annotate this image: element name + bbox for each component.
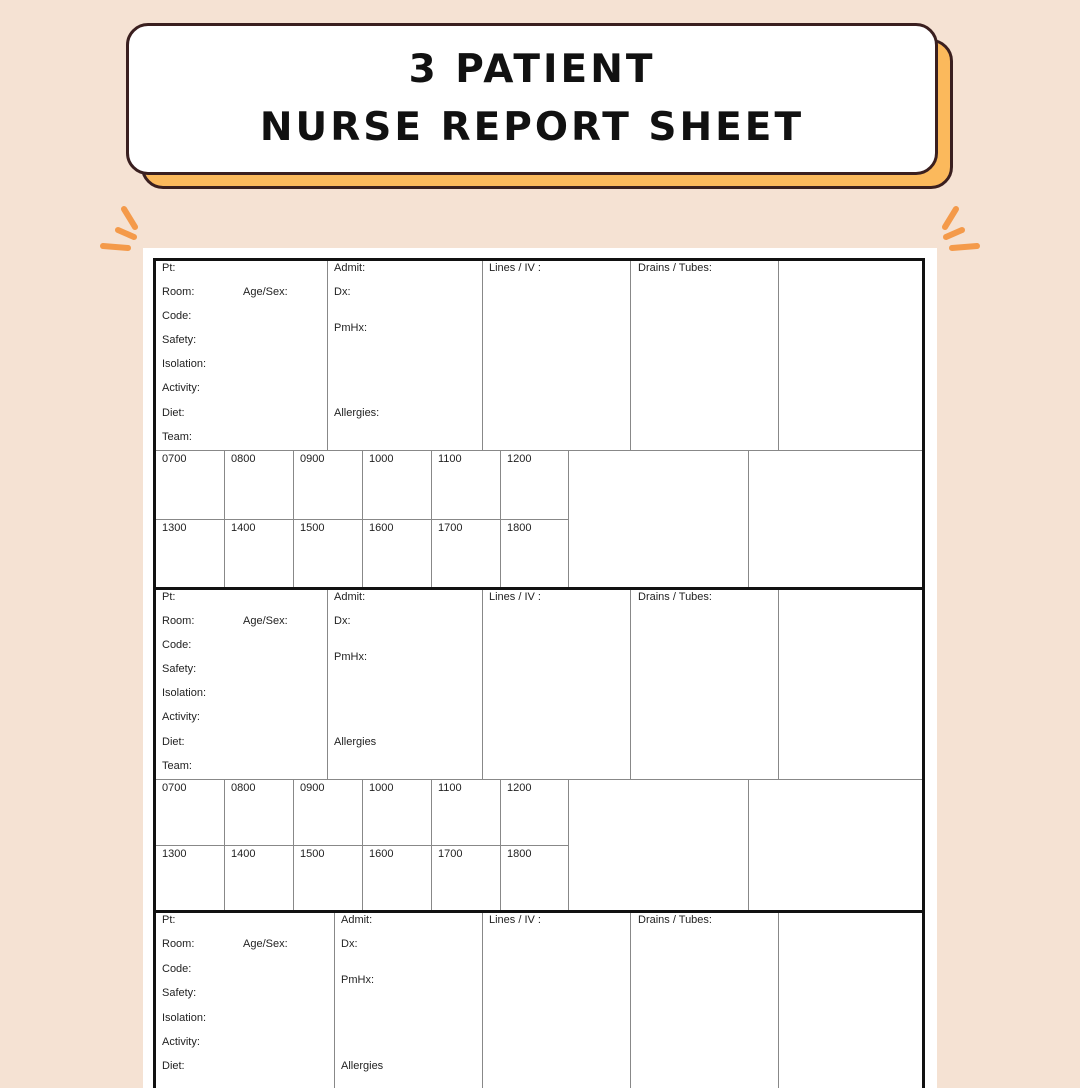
time-grid — [156, 780, 569, 910]
time-row-afternoon — [156, 520, 569, 588]
time-cell: 1600 — [363, 846, 432, 911]
patient-info-row — [156, 590, 922, 780]
hourly-times-row — [156, 780, 922, 910]
time-cell: 1700 — [432, 846, 501, 911]
title-banner — [126, 23, 938, 175]
time-cell: 1100 — [432, 451, 501, 519]
notes-box — [569, 451, 749, 587]
age-sex-label: Age/Sex: — [243, 286, 288, 298]
time-cell: 1500 — [294, 846, 363, 911]
time-cell: 1200 — [501, 451, 569, 519]
code-label: Code: — [162, 963, 192, 975]
time-cell: 0900 — [294, 451, 363, 519]
isolation-label: Isolation: — [162, 1012, 207, 1024]
notes-box — [569, 780, 749, 910]
safety-label: Safety: — [162, 334, 197, 346]
time-cell: 1200 — [501, 780, 569, 845]
time-cell: 0900 — [294, 780, 363, 845]
drains-tubes-label: Drains / Tubes: — [638, 914, 712, 926]
notes-column — [779, 913, 922, 1088]
isolation-label: Isolation: — [162, 358, 207, 370]
code-label: Code: — [162, 310, 192, 322]
pt-label: Pt: — [162, 591, 176, 603]
patient-block-3 — [156, 910, 922, 1088]
demographics-column — [156, 590, 328, 779]
admit-label: Admit: — [334, 591, 366, 603]
lines-iv-label: Lines / IV : — [489, 591, 541, 603]
sparkle-icon — [98, 203, 148, 253]
pt-label: Pt: — [162, 262, 176, 274]
title-line-2: NURSE REPORT SHEET — [259, 105, 805, 150]
admit-label: Admit: — [341, 914, 373, 926]
room-label: Room: — [162, 938, 195, 950]
allergies-label: Allergies — [341, 1060, 384, 1072]
code-label: Code: — [162, 639, 192, 651]
report-grid — [153, 258, 925, 1088]
age-sex-label: Age/Sex: — [243, 938, 288, 950]
allergies-label: Allergies — [334, 736, 377, 748]
team-label: Team: — [162, 760, 192, 772]
time-row-morning — [156, 451, 569, 520]
notes-column — [779, 261, 922, 450]
age-sex-label: Age/Sex: — [243, 615, 288, 627]
time-cell: 0700 — [156, 451, 225, 519]
time-grid — [156, 451, 569, 587]
activity-label: Activity: — [162, 382, 200, 394]
lines-iv-column — [483, 261, 631, 450]
safety-label: Safety: — [162, 663, 197, 675]
pmhx-label: PmHx: — [341, 974, 374, 986]
dx-label: Dx: — [341, 938, 358, 950]
notes-box — [749, 780, 922, 910]
room-label: Room: — [162, 615, 195, 627]
time-cell: 1500 — [294, 520, 363, 588]
patient-block-2 — [156, 587, 922, 910]
lines-iv-label: Lines / IV : — [489, 914, 541, 926]
time-cell: 1800 — [501, 520, 569, 588]
admit-column — [328, 261, 483, 450]
time-cell: 1600 — [363, 520, 432, 588]
title-line-1: 3 PATIENT — [408, 47, 656, 92]
time-cell: 0800 — [225, 780, 294, 845]
activity-label: Activity: — [162, 1036, 200, 1048]
diet-label: Diet: — [162, 407, 185, 419]
drains-tubes-column — [631, 590, 779, 779]
drains-tubes-column — [631, 913, 779, 1088]
demographics-column — [156, 261, 328, 450]
isolation-label: Isolation: — [162, 687, 207, 699]
demographics-column — [156, 913, 335, 1088]
admit-column — [328, 590, 483, 779]
notes-column — [779, 590, 922, 779]
allergies-label: Allergies: — [334, 407, 380, 419]
time-row-morning — [156, 780, 569, 846]
hourly-times-row — [156, 451, 922, 587]
time-cell: 1400 — [225, 520, 294, 588]
time-cell: 1700 — [432, 520, 501, 588]
dx-label: Dx: — [334, 286, 351, 298]
diet-label: Diet: — [162, 736, 185, 748]
activity-label: Activity: — [162, 711, 200, 723]
time-cell: 1400 — [225, 846, 294, 911]
pmhx-label: PmHx: — [334, 651, 367, 663]
time-cell: 1300 — [156, 846, 225, 911]
time-cell: 1100 — [432, 780, 501, 845]
time-cell: 1000 — [363, 780, 432, 845]
pt-label: Pt: — [162, 914, 176, 926]
diet-label: Diet: — [162, 1060, 185, 1072]
patient-block-1 — [156, 258, 922, 587]
time-cell: 1300 — [156, 520, 225, 588]
lines-iv-label: Lines / IV : — [489, 262, 541, 274]
admit-label: Admit: — [334, 262, 366, 274]
time-row-afternoon — [156, 846, 569, 911]
team-label: Team: — [162, 431, 192, 443]
drains-tubes-label: Drains / Tubes: — [638, 262, 712, 274]
room-label: Room: — [162, 286, 195, 298]
patient-info-row — [156, 261, 922, 451]
drains-tubes-column — [631, 261, 779, 450]
notes-box — [749, 451, 922, 587]
drains-tubes-label: Drains / Tubes: — [638, 591, 712, 603]
patient-info-row — [156, 913, 922, 1088]
dx-label: Dx: — [334, 615, 351, 627]
admit-column — [335, 913, 483, 1088]
pmhx-label: PmHx: — [334, 322, 367, 334]
safety-label: Safety: — [162, 987, 197, 999]
report-sheet-page — [143, 248, 937, 1088]
time-cell: 1000 — [363, 451, 432, 519]
time-cell: 0800 — [225, 451, 294, 519]
sparkle-icon — [932, 203, 982, 253]
lines-iv-column — [483, 590, 631, 779]
time-cell: 0700 — [156, 780, 225, 845]
time-cell: 1800 — [501, 846, 569, 911]
lines-iv-column — [483, 913, 631, 1088]
